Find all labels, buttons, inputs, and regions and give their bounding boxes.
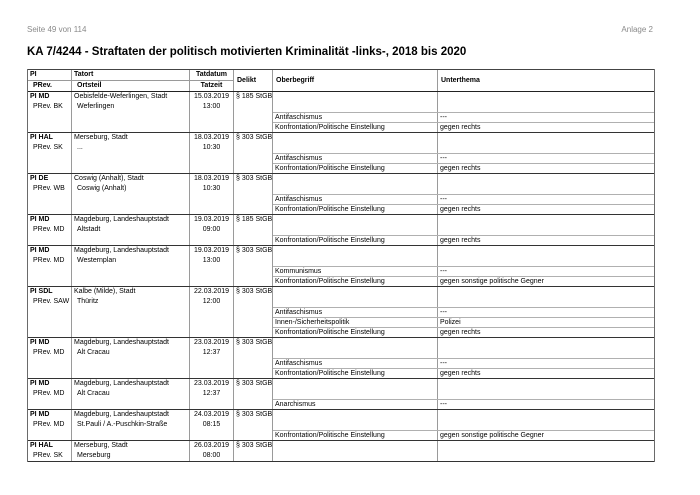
- cell-oberbegriff: Antifaschismus: [273, 195, 438, 204]
- cell-prev: PRev. MD: [33, 349, 65, 356]
- cell-unterthema: ---: [440, 401, 447, 408]
- cell-delikt: § 303 StGB: [236, 247, 272, 254]
- cell-tatort: Kalbe (Milde), Stadt: [74, 288, 136, 295]
- theme-row: [273, 368, 654, 378]
- cell-zeit: 10:30: [202, 144, 221, 151]
- cell-pi: PI HAL: [30, 134, 53, 141]
- cell-zeit: 08:00: [202, 452, 221, 459]
- theme-block: [273, 92, 654, 132]
- cell-delikt: § 303 StGB: [236, 134, 272, 141]
- cell-ortsteil: Alt Cracau: [77, 390, 110, 397]
- cell-oberbegriff: Antifaschismus: [273, 308, 438, 317]
- annex-label: Anlage 2: [621, 25, 653, 34]
- table-header: [28, 69, 654, 92]
- table-row: [28, 133, 654, 174]
- cell-zeit: 10:30: [202, 185, 221, 192]
- crime-table: [27, 69, 655, 462]
- cell-delikt: § 303 StGB: [236, 411, 272, 418]
- col-oberbegriff: Oberbegriff: [273, 70, 438, 91]
- theme-row: [273, 307, 654, 317]
- cell-oberbegriff: Konfrontation/Politische Einstellung: [273, 328, 438, 337]
- theme-block: [273, 246, 654, 286]
- cell-prev: PRev. MD: [33, 390, 65, 397]
- cell-pi: PI MD: [30, 247, 50, 254]
- theme-row: [273, 163, 654, 173]
- cell-pi: PI MD: [30, 216, 50, 223]
- cell-zeit: 13:00: [202, 257, 221, 264]
- cell-oberbegriff: Konfrontation/Politische Einstellung: [273, 277, 438, 286]
- cell-tatort: Oebisfelde-Weferlingen, Stadt: [74, 93, 168, 100]
- cell-unterthema: gegen rechts: [440, 124, 481, 131]
- cell-ortsteil: Altstadt: [77, 226, 101, 233]
- cell-oberbegriff: Konfrontation/Politische Einstellung: [273, 431, 438, 440]
- cell-delikt: § 303 StGB: [236, 380, 272, 387]
- cell-ortsteil: Westernplan: [77, 257, 117, 264]
- cell-unterthema: gegen rechts: [440, 206, 481, 213]
- cell-datum: 18.03.2019: [193, 175, 230, 182]
- cell-prev: PRev. SK: [33, 144, 63, 151]
- cell-delikt: § 185 StGB: [236, 216, 272, 223]
- theme-block: [273, 133, 654, 173]
- table-row: [28, 215, 654, 246]
- theme-block: [273, 215, 654, 245]
- cell-unterthema: ---: [440, 360, 447, 367]
- table-row: [28, 246, 654, 287]
- table-row: [28, 441, 654, 462]
- col-tatzeit: Tatzeit: [200, 82, 223, 89]
- cell-unterthema: ---: [440, 268, 447, 275]
- cell-oberbegriff: Antifaschismus: [273, 154, 438, 163]
- cell-prev: PRev. BK: [33, 103, 63, 110]
- theme-row: [273, 122, 654, 132]
- cell-ortsteil: Alt Cracau: [77, 349, 110, 356]
- table-row: [28, 174, 654, 215]
- cell-oberbegriff: Innen-/Sicherheitspolitik: [273, 318, 438, 327]
- theme-row: [273, 194, 654, 204]
- cell-pi: PI HAL: [30, 442, 53, 449]
- cell-oberbegriff: Antifaschismus: [273, 359, 438, 368]
- cell-prev: PRev. SAW: [33, 298, 70, 305]
- cell-prev: PRev. MD: [33, 421, 65, 428]
- cell-delikt: § 303 StGB: [236, 442, 272, 449]
- cell-ortsteil: Coswig (Anhalt): [77, 185, 127, 192]
- cell-delikt: § 185 StGB: [236, 93, 272, 100]
- col-delikt: Delikt: [234, 70, 273, 91]
- cell-prev: PRev. WB: [33, 185, 65, 192]
- table-row: [28, 287, 654, 338]
- theme-row: [273, 327, 654, 337]
- cell-tatort: Magdeburg, Landeshauptstadt: [74, 411, 169, 418]
- cell-datum: 19.03.2019: [193, 216, 230, 223]
- cell-zeit: 12:00: [202, 298, 221, 305]
- theme-row: [273, 430, 654, 440]
- cell-tatort: Magdeburg, Landeshauptstadt: [74, 339, 169, 346]
- cell-ortsteil: St.Pauli / A.-Puschkin-Straße: [77, 421, 168, 428]
- cell-zeit: 13:00: [202, 103, 221, 110]
- theme-row: [273, 204, 654, 214]
- cell-ortsteil: Weferlingen: [77, 103, 115, 110]
- cell-tatort: Merseburg, Stadt: [74, 442, 128, 449]
- cell-tatort: Coswig (Anhalt), Stadt: [74, 175, 144, 182]
- cell-unterthema: gegen rechts: [440, 329, 481, 336]
- theme-block: [273, 174, 654, 214]
- cell-oberbegriff: Konfrontation/Politische Einstellung: [273, 164, 438, 173]
- table-row: [28, 92, 654, 133]
- cell-unterthema: ---: [440, 196, 447, 203]
- theme-row: [273, 399, 654, 409]
- cell-unterthema: gegen sonstige politische Gegner: [440, 432, 544, 439]
- theme-block: [273, 379, 654, 409]
- cell-oberbegriff: Konfrontation/Politische Einstellung: [273, 123, 438, 132]
- table-row: [28, 338, 654, 379]
- cell-oberbegriff: Konfrontation/Politische Einstellung: [273, 205, 438, 214]
- cell-oberbegriff: Konfrontation/Politische Einstellung: [273, 236, 438, 245]
- theme-row: [273, 153, 654, 163]
- cell-tatort: Magdeburg, Landeshauptstadt: [74, 380, 169, 387]
- col-unterthema: Unterthema: [441, 77, 480, 84]
- cell-unterthema: ---: [440, 114, 447, 121]
- theme-row: [273, 358, 654, 368]
- cell-oberbegriff: Kommunismus: [273, 267, 438, 276]
- cell-oberbegriff: Antifaschismus: [273, 113, 438, 122]
- cell-tatort: Magdeburg, Landeshauptstadt: [74, 216, 169, 223]
- theme-row: [273, 235, 654, 245]
- col-tatdatum: Tatdatum: [190, 70, 233, 81]
- table-row: [28, 379, 654, 410]
- cell-zeit: 12:37: [202, 349, 221, 356]
- cell-prev: PRev. SK: [33, 452, 63, 459]
- cell-datum: 23.03.2019: [193, 339, 230, 346]
- cell-ortsteil: Thüritz: [77, 298, 99, 305]
- cell-oberbegriff: Anarchismus: [273, 400, 438, 409]
- cell-unterthema: gegen rechts: [440, 237, 481, 244]
- cell-delikt: § 303 StGB: [236, 339, 272, 346]
- theme-block: [273, 338, 654, 378]
- col-tatort: Tatort: [72, 70, 189, 81]
- page-number: Seite 49 von 114: [27, 25, 87, 34]
- cell-unterthema: ---: [440, 309, 447, 316]
- cell-unterthema: Polizei: [440, 319, 461, 326]
- cell-prev: PRev. MD: [33, 257, 65, 264]
- cell-datum: 24.03.2019: [193, 411, 230, 418]
- cell-zeit: 09:00: [202, 226, 221, 233]
- cell-tatort: Merseburg, Stadt: [74, 134, 128, 141]
- cell-ortsteil: Merseburg: [77, 452, 111, 459]
- theme-block: [273, 441, 654, 461]
- table-row: [28, 410, 654, 441]
- cell-pi: PI SDL: [30, 288, 53, 295]
- cell-datum: 26.03.2019: [193, 442, 230, 449]
- theme-row: [273, 276, 654, 286]
- cell-datum: 19.03.2019: [193, 247, 230, 254]
- cell-oberbegriff: Konfrontation/Politische Einstellung: [273, 369, 438, 378]
- cell-datum: 15.03.2019: [193, 93, 230, 100]
- cell-delikt: § 303 StGB: [236, 175, 272, 182]
- cell-tatort: Magdeburg, Landeshauptstadt: [74, 247, 169, 254]
- cell-ortsteil: ...: [77, 144, 83, 151]
- col-pi: PI: [28, 70, 71, 81]
- cell-unterthema: gegen rechts: [440, 370, 481, 377]
- cell-datum: 18.03.2019: [193, 134, 230, 141]
- cell-pi: PI MD: [30, 339, 50, 346]
- col-ortsteil: Ortsteil: [77, 82, 102, 89]
- cell-zeit: 12:37: [202, 390, 221, 397]
- cell-pi: PI MD: [30, 411, 50, 418]
- theme-block: [273, 287, 654, 337]
- cell-unterthema: ---: [440, 155, 447, 162]
- theme-row: [273, 266, 654, 276]
- cell-unterthema: gegen sonstige politische Gegner: [440, 278, 544, 285]
- cell-delikt: § 303 StGB: [236, 288, 272, 295]
- theme-row: [273, 112, 654, 122]
- cell-pi: PI MD: [30, 380, 50, 387]
- table-body: [28, 92, 654, 462]
- cell-pi: PI DE: [30, 175, 49, 182]
- cell-datum: 23.03.2019: [193, 380, 230, 387]
- cell-unterthema: gegen rechts: [440, 165, 481, 172]
- theme-row: [273, 317, 654, 327]
- cell-zeit: 08:15: [202, 421, 221, 428]
- theme-block: [273, 410, 654, 440]
- col-prev: PRev.: [33, 82, 52, 89]
- cell-prev: PRev. MD: [33, 226, 65, 233]
- cell-datum: 22.03.2019: [193, 288, 230, 295]
- document-title: KA 7/4244 - Straftaten der politisch motivierten Kriminalität -links-, 2018 bis 2020: [27, 46, 467, 58]
- cell-pi: PI MD: [30, 93, 50, 100]
